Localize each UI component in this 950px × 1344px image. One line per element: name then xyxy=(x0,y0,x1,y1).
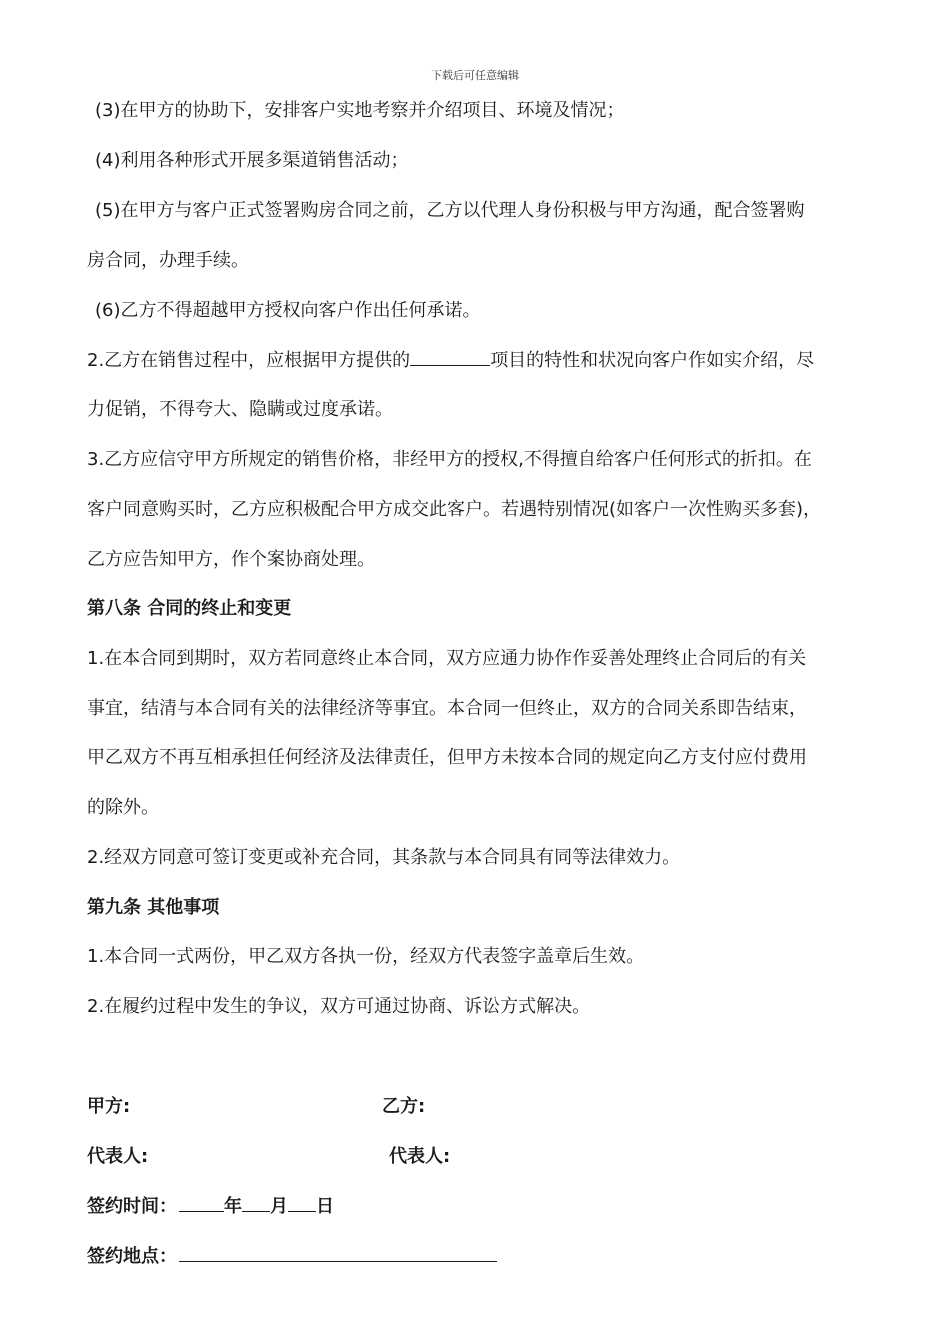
clause-3-line-2: 客户同意购买时，乙方应积极配合甲方成交此客户。若遇特别情况(如客户一次性购买多套)， xyxy=(87,499,822,520)
clause-2-line-1 xyxy=(87,349,814,372)
signing-place-row xyxy=(87,1245,497,1268)
day-label: 日 xyxy=(316,1196,334,1217)
section-8-clause-1-line-1: 1.在本合同到期时，双方若同意终止本合同，双方应通力协作作妥善处理终止合同后的有关 xyxy=(87,648,807,669)
signing-date-row xyxy=(87,1195,334,1218)
clause-item-5: (5)在甲方与客户正式签署购房合同之前，乙方以代理人身份积极与甲方沟通，配合签署购 xyxy=(95,200,805,221)
clause-item-3: (3)在甲方的协助下，安排客户实地考察并介绍项目、环境及情况； xyxy=(95,100,625,121)
year-blank xyxy=(179,1195,224,1212)
year-label: 年 xyxy=(224,1196,242,1217)
party-b-label: 乙方: xyxy=(382,1096,426,1117)
party-a-label: 甲方: xyxy=(87,1096,131,1117)
signing-place-label: 签约地点： xyxy=(87,1246,177,1267)
month-label: 月 xyxy=(270,1196,288,1217)
project-name-blank xyxy=(410,349,490,366)
clause-item-5-cont: 房合同，办理手续。 xyxy=(87,250,249,271)
signing-date-label: 签约时间： xyxy=(87,1196,177,1217)
section-8-clause-1-line-2: 事宜，结清与本合同有关的法律经济等事宜。本合同一但终止，双方的合同关系即告结束， xyxy=(87,698,807,719)
place-blank xyxy=(179,1245,497,1262)
month-blank xyxy=(242,1195,270,1212)
clause-item-6: (6)乙方不得超越甲方授权向客户作出任何承诺。 xyxy=(95,300,481,321)
section-heading-8: 第八条 合同的终止和变更 xyxy=(87,598,292,619)
clause-3-line-3: 乙方应告知甲方，作个案协商处理。 xyxy=(87,549,375,570)
section-heading-9: 第九条 其他事项 xyxy=(87,897,220,918)
section-8-clause-2: 2.经双方同意可签订变更或补充合同，其条款与本合同具有同等法律效力。 xyxy=(87,847,681,868)
section-9-clause-2: 2.在履约过程中发生的争议，双方可通过协商、诉讼方式解决。 xyxy=(87,996,591,1017)
section-8-clause-1-line-4: 的除外。 xyxy=(87,797,159,818)
section-9-clause-1: 1.本合同一式两份，甲乙双方各执一份，经双方代表签字盖章后生效。 xyxy=(87,946,645,967)
clause-item-4: (4)利用各种形式开展多渠道销售活动； xyxy=(95,150,409,171)
clause-2-line-2: 力促销，不得夸大、隐瞒或过度承诺。 xyxy=(87,399,393,420)
day-blank xyxy=(288,1195,316,1212)
clause-2-text-a: 2.乙方在销售过程中，应根据甲方提供的 xyxy=(87,350,411,371)
section-8-clause-1-line-3: 甲乙双方不再互相承担任何经济及法律责任，但甲方未按本合同的规定向乙方支付应付费用 xyxy=(87,747,807,768)
clause-3-line-1: 3.乙方应信守甲方所规定的销售价格，非经甲方的授权,不得擅自给客户任何形式的折扣。在 xyxy=(87,449,812,470)
rep-b-label: 代表人: xyxy=(389,1146,451,1167)
clause-2-text-b: 项目的特性和状况向客户作如实介绍，尽 xyxy=(490,350,815,371)
rep-a-label: 代表人: xyxy=(87,1146,149,1167)
page-header: 下载后可任意编辑 xyxy=(431,69,519,82)
